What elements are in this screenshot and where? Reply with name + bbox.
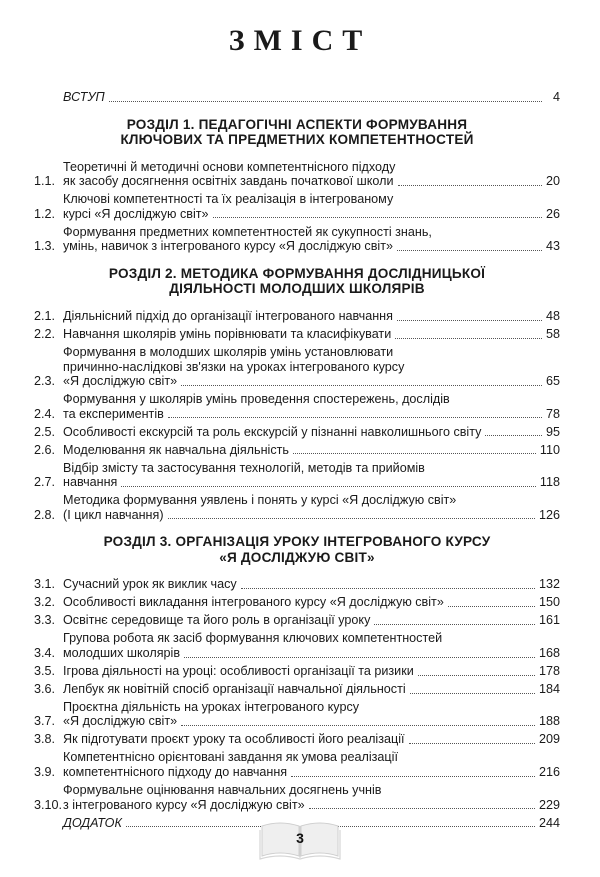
toc-entry-text: як засобу досягнення освітніх завдань початкової школи — [63, 174, 394, 189]
toc-entry-text: Лепбук як новітній спосіб організації навчальної діяльності — [63, 681, 406, 696]
toc-entry-text: Відбір змісту та застосування технологій, методів та прийомів — [63, 460, 425, 475]
toc-entry[interactable] — [34, 90, 560, 105]
toc-entry[interactable] — [34, 493, 560, 522]
toc-entry[interactable] — [34, 225, 560, 254]
toc-entry-text: Моделювання як навчальна діяльність — [63, 442, 289, 457]
toc-entry-page: 78 — [545, 406, 560, 421]
toc-entry-text: молодших школярів — [63, 645, 181, 660]
toc-entry-page: 43 — [545, 239, 560, 254]
toc-entry-page: 20 — [545, 174, 560, 189]
toc-entry-text: Теоретичні й методичні основи компетентнісного підходу — [63, 159, 396, 174]
section-heading — [34, 117, 560, 148]
toc-entry-text: Діяльнісний підхід до організації інтегрованого навчання — [63, 308, 393, 323]
toc-entry-number: 2.5. — [34, 424, 56, 439]
toc-entry-text: Компетентнісно орієнтовані завдання як умова реалізації — [63, 750, 398, 765]
toc-entry[interactable] — [34, 345, 560, 389]
toc-entry-number: 2.6. — [34, 442, 56, 457]
toc-entry-number: 3.6. — [34, 681, 56, 696]
toc-entry-text: Формування в молодших школярів умінь установлювати — [63, 344, 394, 359]
toc-entry[interactable] — [34, 577, 560, 592]
toc-entry-text: компетентнісного підходу до навчання — [63, 765, 288, 780]
toc-entry-page: 161 — [538, 613, 560, 628]
dot-leader — [168, 518, 535, 519]
toc-entry-text: ВСТУП — [63, 90, 105, 104]
toc-entry[interactable] — [34, 750, 560, 779]
toc-entry-number: 3.9. — [34, 765, 56, 780]
toc-entry[interactable] — [34, 783, 560, 812]
dot-leader — [409, 743, 535, 744]
section-heading-line: РОЗДІЛ 2. МЕТОДИКА ФОРМУВАННЯ ДОСЛІДНИЦЬКОЇ — [108, 265, 486, 281]
dot-leader — [374, 624, 535, 625]
toc-entry-text: «Я досліджую світ» — [63, 374, 178, 389]
toc-entry-number: 3.10. — [34, 797, 63, 812]
table-of-contents — [34, 90, 560, 834]
section-heading-line: «Я ДОСЛІДЖУЮ СВІТ» — [219, 549, 375, 565]
toc-entry-page: 26 — [545, 206, 560, 221]
dot-leader — [121, 486, 536, 487]
toc-entry-page: 229 — [538, 797, 560, 812]
dot-leader — [241, 588, 535, 589]
section-heading-line: КЛЮЧОВИХ ТА ПРЕДМЕТНИХ КОМПЕТЕНТНОСТЕЙ — [120, 132, 474, 148]
dot-leader — [448, 606, 535, 607]
toc-entry-page: 95 — [545, 424, 560, 439]
toc-entry-text: «Я досліджую світ» — [63, 714, 178, 729]
dot-leader — [398, 185, 542, 186]
toc-entry-text: курсі «Я досліджую світ» — [63, 206, 209, 221]
toc-entry-page: 48 — [545, 308, 560, 323]
toc-entry-number: 2.7. — [34, 475, 56, 490]
toc-entry-page: 118 — [539, 475, 560, 490]
toc-entry-page: 209 — [538, 732, 560, 747]
toc-entry-page: 58 — [545, 326, 560, 341]
toc-entry-text: (I цикл навчання) — [63, 507, 164, 522]
toc-entry-page: 110 — [539, 442, 560, 457]
toc-entry-number: 1.1. — [34, 174, 56, 189]
toc-entry-number: 3.4. — [34, 645, 56, 660]
toc-entry-text: причинно-наслідкові зв'язки на уроках інтегрованого курсу — [63, 359, 405, 374]
toc-entry-page: 188 — [538, 714, 560, 729]
section-heading — [34, 534, 560, 565]
toc-entry[interactable] — [34, 613, 560, 628]
toc-entry-text: з інтегрованого курсу «Я досліджую світ» — [63, 797, 305, 812]
toc-entry-page: 65 — [545, 374, 560, 389]
toc-entry-page: 184 — [538, 681, 560, 696]
toc-entry-page: 244 — [538, 815, 560, 830]
toc-entry-page: 168 — [538, 645, 560, 660]
toc-entry-text: умінь, навичок з інтегрованого курсу «Я досліджую світ» — [63, 239, 393, 254]
toc-entry-number: 3.8. — [34, 732, 56, 747]
toc-entry-text: та експериментів — [63, 406, 164, 421]
toc-entry-number: 3.2. — [34, 595, 56, 610]
dot-leader — [397, 250, 542, 251]
toc-entry[interactable] — [34, 461, 560, 490]
toc-entry-page: 178 — [538, 663, 560, 678]
toc-entry-text: Методика формування уявлень і понять у курсі «Я досліджую світ» — [63, 493, 457, 508]
toc-entry-number: 1.2. — [34, 206, 56, 221]
toc-entry-text: Формування предметних компетентностей як сукупності знань, — [63, 224, 432, 239]
dot-leader — [291, 776, 535, 777]
toc-entry-text: Групова робота як засіб формування ключових компетентностей — [63, 631, 443, 646]
toc-entry[interactable] — [34, 682, 560, 697]
toc-entry[interactable] — [34, 700, 560, 729]
toc-entry-text: Особливості екскурсій та роль екскурсій у пізнанні навколишнього світу — [63, 424, 482, 439]
toc-entry-text: Навчання школярів умінь порівнювати та класифікувати — [63, 326, 392, 341]
toc-entry[interactable] — [34, 327, 560, 342]
toc-entry-page: 150 — [538, 595, 560, 610]
toc-entry-page: 126 — [538, 507, 560, 522]
dot-leader — [309, 808, 535, 809]
toc-entry-page: 4 — [552, 90, 560, 104]
toc-entry-page: 216 — [538, 765, 560, 780]
toc-entry-text: Особливості викладання інтегрованого курсу «Я досліджую світ» — [63, 595, 444, 610]
toc-entry[interactable] — [34, 192, 560, 221]
dot-leader — [418, 675, 535, 676]
toc-entry-number: 3.7. — [34, 714, 56, 729]
toc-entry-number: 2.4. — [34, 406, 56, 421]
toc-entry-number: 3.3. — [34, 613, 56, 628]
dot-leader — [410, 693, 535, 694]
toc-entry-number: 3.1. — [34, 577, 56, 592]
toc-entry-number: 2.1. — [34, 308, 56, 323]
toc-entry-number: 2.8. — [34, 507, 56, 522]
dot-leader — [213, 217, 542, 218]
page-footer — [0, 815, 600, 868]
dot-leader — [485, 435, 542, 436]
toc-entry-text: Формування у школярів умінь проведення спостережень, дослідів — [63, 392, 450, 407]
section-heading-line: РОЗДІЛ 1. ПЕДАГОГІЧНІ АСПЕКТИ ФОРМУВАННЯ — [126, 116, 468, 132]
toc-entry-number: 3.5. — [34, 663, 56, 678]
section-heading — [34, 266, 560, 297]
toc-entry-number: 2.2. — [34, 326, 56, 341]
toc-entry[interactable] — [34, 732, 560, 747]
section-heading-line: РОЗДІЛ 3. ОРГАНІЗАЦІЯ УРОКУ ІНТЕГРОВАНОГО КУРСУ — [103, 534, 491, 550]
toc-entry[interactable] — [34, 595, 560, 610]
toc-entry[interactable] — [34, 309, 560, 324]
toc-entry-number: 2.3. — [34, 374, 56, 389]
toc-entry-page: 132 — [538, 577, 560, 592]
toc-entry-text: Ключові компетентності та їх реалізація в інтегрованому — [63, 192, 394, 207]
toc-entry[interactable] — [34, 160, 560, 189]
dot-leader — [168, 417, 542, 418]
toc-entry-number: 1.3. — [34, 239, 56, 254]
toc-entry-text: Сучасний урок як виклик часу — [63, 577, 237, 592]
toc-entry[interactable] — [34, 443, 560, 458]
dot-leader — [397, 320, 542, 321]
page-number: 3 — [296, 830, 304, 846]
section-heading-line: ДІЯЛЬНОСТІ МОЛОДШИХ ШКОЛЯРІВ — [169, 281, 425, 297]
dot-leader — [395, 338, 542, 339]
toc-entry-text: навчання — [63, 475, 118, 490]
toc-entry-text: Формувальне оцінювання навчальних досягнень учнів — [63, 783, 382, 798]
page-title: ЗМІСТ — [228, 24, 372, 57]
toc-entry[interactable] — [34, 631, 560, 660]
toc-entry-text: Освітнє середовище та його роль в організації уроку — [63, 613, 371, 628]
toc-entry-text: Ігрова діяльності на уроці: особливості організації та ризики — [63, 663, 414, 678]
toc-entry-text: Як підготувати проєкт уроку та особливості його реалізації — [63, 732, 405, 747]
dot-leader — [293, 453, 536, 454]
dot-leader — [181, 725, 535, 726]
dot-leader — [109, 101, 542, 102]
dot-leader — [181, 385, 542, 386]
dot-leader — [184, 657, 535, 658]
toc-entry-text: Проєктна діяльність на уроках інтегрованого курсу — [63, 699, 360, 714]
toc-entry-text: ДОДАТОК — [63, 815, 122, 830]
toc-entry[interactable] — [34, 664, 560, 679]
toc-entry[interactable] — [34, 392, 560, 421]
toc-entry[interactable] — [34, 425, 560, 440]
